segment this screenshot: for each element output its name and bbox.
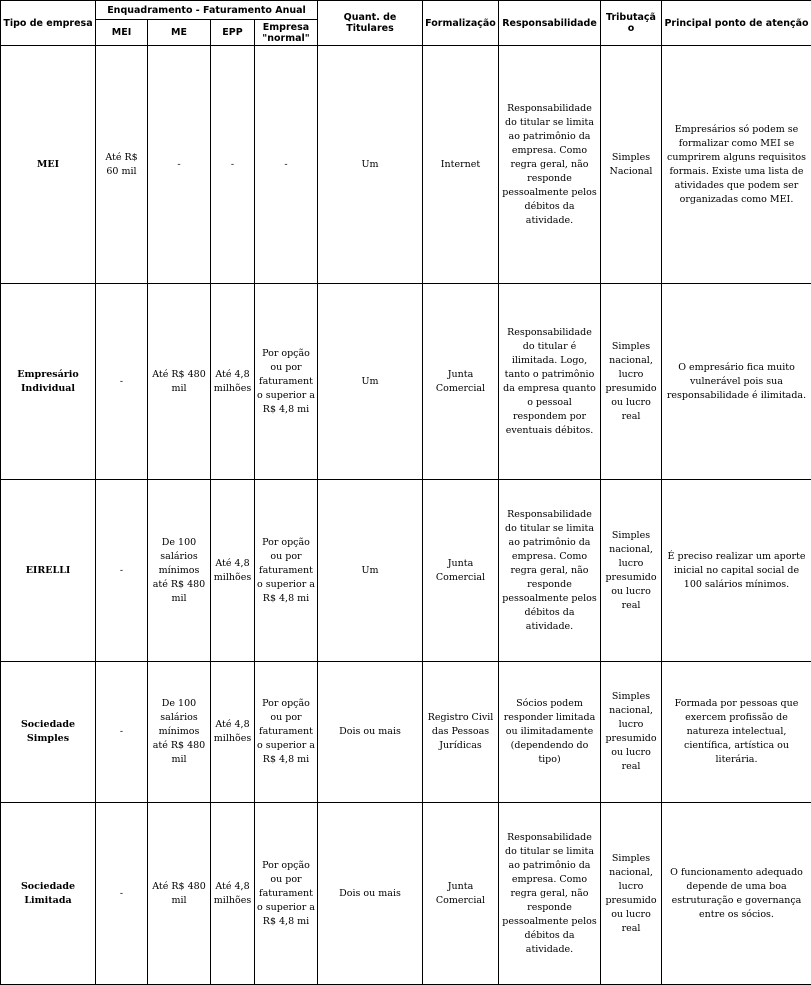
cell-titulares: Dois ou mais	[318, 803, 423, 985]
header-me: ME	[148, 20, 211, 46]
cell-responsabilidade: Sócios podem responder limitada ou ilimitadamente (dependendo do tipo)	[499, 662, 601, 803]
table-row	[1, 480, 811, 662]
header-tipo: Tipo de empresa	[1, 1, 96, 46]
cell-responsabilidade: Responsabilidade do titular se limita ao patrimônio da empresa. Como regra geral, não responde pessoalmente pelos débitos da atividade.	[499, 480, 601, 662]
header-formalizacao: Formalização	[423, 1, 499, 46]
cell-atencao: O funcionamento adequado depende de uma boa estruturação e governança entre os sócios.	[662, 803, 811, 985]
cell-normal: Por opção ou por faturamento superior a R$ 4,8 mi	[255, 284, 318, 480]
cell-me: -	[148, 46, 211, 284]
cell-mei: -	[96, 480, 148, 662]
cell-mei: -	[96, 662, 148, 803]
table-row	[1, 46, 811, 284]
cell-tributacao: Simples nacional, lucro presumido ou lucro real	[601, 284, 662, 480]
cell-formalizacao: Junta Comercial	[423, 803, 499, 985]
header-atencao: Principal ponto de atenção	[662, 1, 811, 46]
table-row	[1, 284, 811, 480]
cell-atencao: Formada por pessoas que exercem profissão de natureza intelectual, científica, artística ou literária.	[662, 662, 811, 803]
cell-me: De 100 salários mínimos até R$ 480 mil	[148, 662, 211, 803]
row-type: Sociedade Simples	[1, 662, 96, 803]
header-responsabilidade: Responsabilidade	[499, 1, 601, 46]
row-type: MEI	[1, 46, 96, 284]
cell-epp: Até 4,8 milhões	[211, 284, 255, 480]
cell-formalizacao: Registro Civil das Pessoas Jurídicas	[423, 662, 499, 803]
cell-mei: -	[96, 284, 148, 480]
cell-me: Até R$ 480 mil	[148, 803, 211, 985]
cell-normal: Por opção ou por faturamento superior a R$ 4,8 mi	[255, 480, 318, 662]
cell-responsabilidade: Responsabilidade do titular é ilimitada. Logo, tanto o patrimônio da empresa quanto o pessoal respondem por eventuais débitos.	[499, 284, 601, 480]
cell-epp: -	[211, 46, 255, 284]
row-type: Empresário Individual	[1, 284, 96, 480]
cell-me: De 100 salários mínimos até R$ 480 mil	[148, 480, 211, 662]
cell-titulares: Dois ou mais	[318, 662, 423, 803]
cell-epp: Até 4,8 milhões	[211, 662, 255, 803]
row-type: EIRELLI	[1, 480, 96, 662]
cell-formalizacao: Junta Comercial	[423, 284, 499, 480]
table-row	[1, 803, 811, 985]
cell-normal: Por opção ou por faturamento superior a R$ 4,8 mi	[255, 803, 318, 985]
header-enquadramento: Enquadramento - Faturamento Anual	[96, 1, 318, 20]
cell-titulares: Um	[318, 284, 423, 480]
cell-atencao: Empresários só podem se formalizar como MEI se cumprirem alguns requisitos formais. Existe uma lista de atividades que podem ser organizadas como MEI.	[662, 46, 811, 284]
table-row	[1, 662, 811, 803]
cell-titulares: Um	[318, 480, 423, 662]
cell-mei: Até R$ 60 mil	[96, 46, 148, 284]
cell-tributacao: Simples nacional, lucro presumido ou lucro real	[601, 803, 662, 985]
header-normal: Empresa "normal"	[255, 20, 318, 46]
cell-atencao: É preciso realizar um aporte inicial no capital social de 100 salários mínimos.	[662, 480, 811, 662]
cell-atencao: O empresário fica muito vulnerável pois sua responsabilidade é ilimitada.	[662, 284, 811, 480]
cell-formalizacao: Internet	[423, 46, 499, 284]
cell-responsabilidade: Responsabilidade do titular se limita ao patrimônio da empresa. Como regra geral, não responde pessoalmente pelos débitos da atividade.	[499, 803, 601, 985]
cell-normal: Por opção ou por faturamento superior a R$ 4,8 mi	[255, 662, 318, 803]
cell-normal: -	[255, 46, 318, 284]
cell-me: Até R$ 480 mil	[148, 284, 211, 480]
cell-epp: Até 4,8 milhões	[211, 480, 255, 662]
cell-tributacao: Simples Nacional	[601, 46, 662, 284]
cell-responsabilidade: Responsabilidade do titular se limita ao patrimônio da empresa. Como regra geral, não responde pessoalmente pelos débitos da atividade.	[499, 46, 601, 284]
cell-tributacao: Simples nacional, lucro presumido ou lucro real	[601, 662, 662, 803]
header-titulares: Quant. de Titulares	[318, 1, 423, 46]
header-mei: MEI	[96, 20, 148, 46]
cell-titulares: Um	[318, 46, 423, 284]
cell-mei: -	[96, 803, 148, 985]
cell-epp: Até 4,8 milhões	[211, 803, 255, 985]
cell-formalizacao: Junta Comercial	[423, 480, 499, 662]
cell-tributacao: Simples nacional, lucro presumido ou lucro real	[601, 480, 662, 662]
row-type: Sociedade Limitada	[1, 803, 96, 985]
header-tributacao: Tributação	[601, 1, 662, 46]
header-epp: EPP	[211, 20, 255, 46]
